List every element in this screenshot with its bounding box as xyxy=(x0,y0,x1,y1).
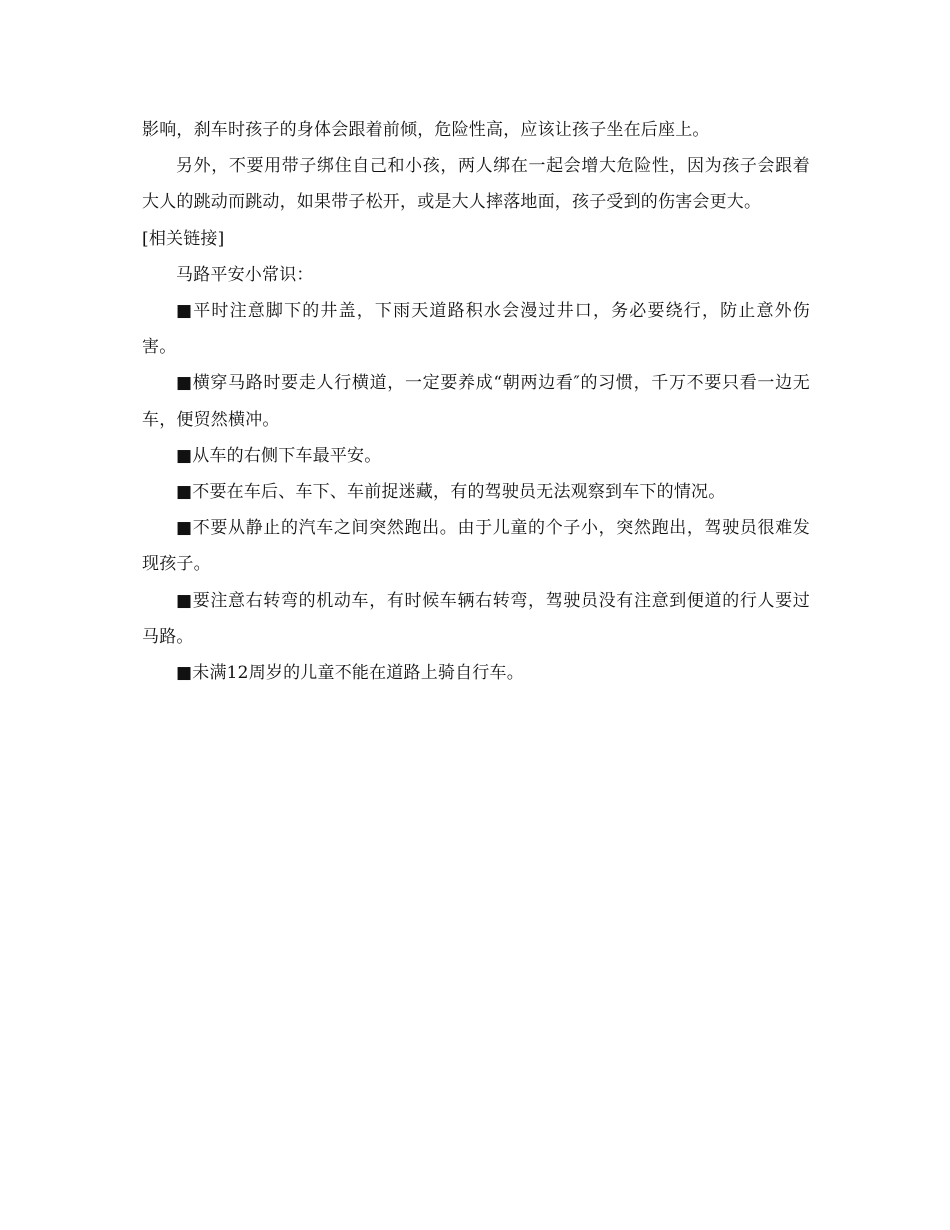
paragraph-rear-seat: 影响，刹车时孩子的身体会跟着前倾，危险性高，应该让孩子坐在后座上。 xyxy=(142,120,710,140)
tip-parked-cars: ■不要从静止的汽车之间突然跑出。由于儿童的个子小，突然跑出，驾驶员很难发现孩子。 xyxy=(142,518,810,575)
paragraph-strap-warning: 另外，不要用带子绑住自己和小孩，两人绑在一起会增大危险性，因为孩子会跟着大人的跳动而跳动，如果带子松开，或是大人摔落地面，孩子受到的伤害会更大。 xyxy=(142,156,810,213)
tip-bicycle-age: ■未满12周岁的儿童不能在道路上骑自行车。 xyxy=(176,663,524,684)
tip-right-turn: ■要注意右转弯的机动车，有时候车辆右转弯，驾驶员没有注意到便道的行人要过马路。 xyxy=(142,590,810,647)
related-links-heading: [相关链接] xyxy=(142,228,225,249)
tip-crosswalk: ■横穿马路时要走人行横道，一定要养成“朝两边看″的习惯，千万不要只看一边无车，便贸然横冲。 xyxy=(142,373,810,430)
tip-exit-right-side: ■从车的右侧下车最平安。 xyxy=(176,445,382,466)
document-page xyxy=(142,112,810,691)
road-safety-tips-heading: 马路平安小常识： xyxy=(176,264,314,285)
tip-no-hide-and-seek: ■不要在车后、车下、车前捉迷藏，有的驾驶员无法观察到车下的情况。 xyxy=(176,482,726,503)
tip-manhole: ■平时注意脚下的井盖，下雨天道路积水会漫过井口，务必要绕行，防止意外伤害。 xyxy=(142,301,810,358)
